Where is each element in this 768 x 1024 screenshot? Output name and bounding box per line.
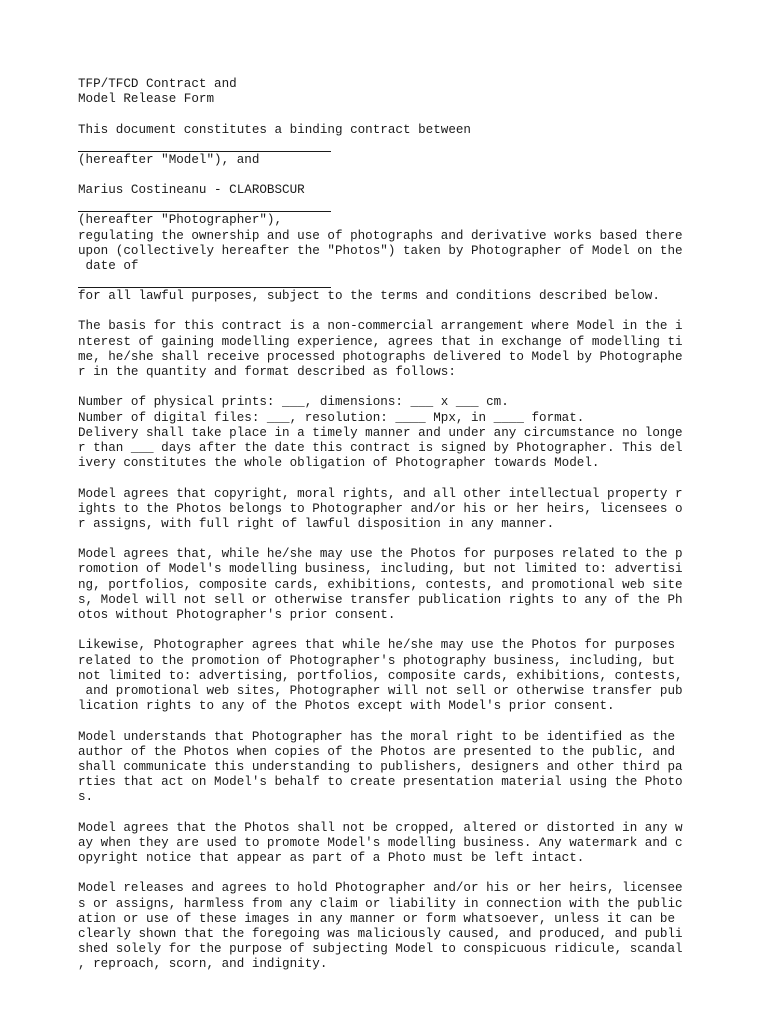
photographer-use-line: lication rights to any of the Photos except with Model's prior consent.	[78, 699, 615, 714]
release-line: , reproach, scorn, and indignity.	[78, 957, 328, 972]
moral-right-line: shall communicate this understanding to publishers, designers and other third pa	[78, 759, 683, 774]
model-tag: (hereafter "Model"), and	[78, 152, 260, 167]
title-line-1: TFP/TFCD Contract and	[78, 77, 237, 91]
copyright-line: r assigns, with full right of lawful disposition in any manner.	[78, 516, 555, 531]
delivery-line: Delivery shall take place in a timely manner and under any circumstance no longe	[78, 425, 683, 440]
delivery-line: ivery constitutes the whole obligation of Photographer towards Model.	[78, 456, 600, 471]
regulating-line-1: regulating the ownership and use of photographs and derivative works based there	[78, 228, 683, 243]
intro-text: This document constitutes a binding contract between	[78, 122, 471, 137]
delivery-paragraph	[78, 395, 698, 471]
photographer-name-line	[78, 211, 331, 212]
basis-line: r in the quantity and format described as follows:	[78, 365, 456, 379]
contract-document	[78, 77, 698, 973]
delivery-line: Number of digital files: ___, resolution: ____ Mpx, in ____ format.	[78, 410, 585, 425]
delivery-line: Number of physical prints: ___, dimensions: ___ x ___ cm.	[78, 395, 509, 410]
no-alteration-line: Model agrees that the Photos shall not be cropped, altered or distorted in any w	[78, 820, 683, 835]
basis-paragraph	[78, 319, 698, 380]
title-line-2: Model Release Form	[78, 92, 215, 107]
moral-right-paragraph	[78, 730, 698, 806]
basis-line: The basis for this contract is a non-commercial arrangement where Model in the i	[78, 319, 683, 334]
delivery-line: r than ___ days after the date this contract is signed by Photographer. This del	[78, 440, 683, 455]
no-alteration-line: opyright notice that appear as part of a Photo must be left intact.	[78, 851, 585, 865]
release-line: shed solely for the purpose of subjecting Model to conspicuous ridicule, scandal	[78, 942, 683, 957]
regulating-line-2: upon (collectively hereafter the "Photos") taken by Photographer of Model on the	[78, 243, 683, 258]
photographer-use-line: not limited to: advertising, portfolios, composite cards, exhibitions, contests,	[78, 668, 683, 683]
model-use-line: romotion of Model's modelling business, including, but not limited to: advertisi	[78, 562, 683, 577]
copyright-line: ights to the Photos belongs to Photographer and/or his or her heirs, licensees o	[78, 501, 683, 516]
release-line: ation or use of these images in any manner or form whatsoever, unless it can be	[78, 911, 676, 926]
moral-right-line: rties that act on Model's behalf to create presentation material using the Photo	[78, 775, 683, 790]
photographer-name: Marius Costineanu - CLAROBSCUR	[78, 183, 305, 198]
copyright-paragraph	[78, 487, 698, 533]
photographer-use-line: and promotional web sites, Photographer will not sell or otherwise transfer pub	[78, 683, 683, 698]
moral-right-line: s.	[78, 790, 94, 805]
release-line: s or assigns, harmless from any claim or liability in connection with the public	[78, 896, 683, 911]
photographer-use-line: Likewise, Photographer agrees that while he/she may use the Photos for purposes	[78, 638, 676, 653]
copyright-line: Model agrees that copyright, moral rights, and all other intellectual property r	[78, 486, 683, 501]
release-paragraph	[78, 881, 698, 972]
basis-line: nterest of gaining modelling experience, agrees that in exchange of modelling ti	[78, 334, 683, 349]
date-blank-line	[78, 287, 331, 288]
release-line: Model releases and agrees to hold Photographer and/or his or her heirs, licensee	[78, 881, 683, 896]
model-name-blank-line	[78, 151, 331, 152]
moral-right-line: Model understands that Photographer has the moral right to be identified as the	[78, 729, 676, 744]
model-use-line: Model agrees that, while he/she may use the Photos for purposes related to the p	[78, 547, 683, 562]
release-line: clearly shown that the foregoing was maliciously caused, and produced, and publi	[78, 926, 683, 941]
model-use-line: otos without Photographer's prior consent.	[78, 608, 396, 622]
photographer-use-line: related to the promotion of Photographer's photography business, including, but	[78, 653, 676, 668]
no-alteration-paragraph	[78, 821, 698, 867]
photographer-tag: (hereafter "Photographer"),	[78, 213, 283, 228]
moral-right-line: author of the Photos when copies of the Photos are presented to the public, and	[78, 744, 676, 759]
regulating-line-3: date of	[78, 258, 139, 273]
model-use-paragraph	[78, 547, 698, 623]
model-use-line: ng, portfolios, composite cards, exhibitions, contests, and promotional web site	[78, 577, 683, 592]
model-use-line: s, Model will not sell or otherwise transfer publication rights to any of the Ph	[78, 592, 683, 607]
lawful-purposes-line: for all lawful purposes, subject to the terms and conditions described below.	[78, 289, 660, 304]
no-alteration-line: ay when they are used to promote Model's modelling business. Any watermark and c	[78, 835, 683, 850]
photographer-use-paragraph	[78, 638, 698, 714]
basis-line: me, he/she shall receive processed photographs delivered to Model by Photographe	[78, 349, 683, 364]
